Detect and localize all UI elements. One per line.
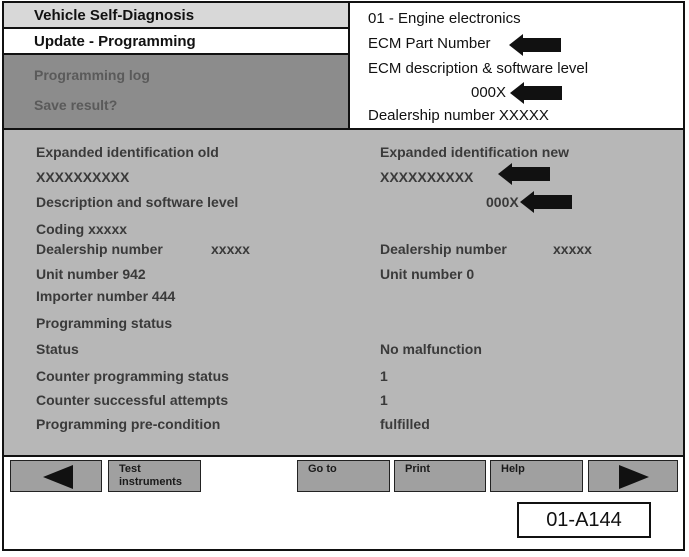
arrow-left-icon (510, 82, 562, 104)
unit-number-new: Unit number 0 (380, 266, 475, 282)
software-level-new-value: 000X (486, 194, 519, 210)
menu-column (4, 3, 350, 128)
help-label: Help (501, 463, 525, 475)
unit-number-old: Unit number 942 (36, 266, 146, 282)
arrow-left-icon (498, 163, 550, 185)
identification-old-value: XXXXXXXXXX (36, 169, 130, 185)
description-software-level-label: Description and software level (36, 194, 239, 210)
programming-precondition-value: fulfilled (380, 416, 430, 432)
expanded-identification-old-label: Expanded identification old (36, 144, 219, 160)
status-value: No malfunction (380, 341, 482, 357)
importer-number: Importer number 444 (36, 288, 176, 304)
test-instruments-label-line1: Test (119, 463, 141, 475)
test-instruments-button[interactable] (108, 460, 201, 492)
menu-item-update-programming[interactable]: Update - Programming (4, 29, 348, 55)
programming-precondition-label: Programming pre-condition (36, 416, 221, 432)
print-button[interactable] (394, 460, 486, 492)
submenu (4, 55, 348, 128)
dealership-number-new-value: xxxxx (553, 241, 592, 257)
module-info (352, 3, 683, 128)
status-label: Status (36, 341, 79, 357)
go-to-button[interactable] (297, 460, 390, 492)
programming-status-label: Programming status (36, 315, 173, 331)
counter-programming-status-value: 1 (380, 368, 388, 384)
triangle-right-icon (619, 465, 649, 489)
identification-new-value: XXXXXXXXXX (380, 169, 474, 185)
print-label: Print (405, 463, 431, 475)
figure-code: 01-A144 (517, 502, 651, 538)
counter-successful-attempts-value: 1 (380, 392, 388, 408)
counter-programming-status-label: Counter programming status (36, 368, 229, 384)
submenu-save-result[interactable]: Save result? (34, 97, 118, 113)
counter-successful-attempts-label: Counter successful attempts (36, 392, 229, 408)
dealership-number-old-label: Dealership number (36, 241, 163, 257)
triangle-left-icon (43, 465, 73, 489)
ecm-description-label: ECM description & software level (368, 60, 589, 77)
back-button[interactable] (10, 460, 102, 492)
dealership-number-new-label: Dealership number (380, 241, 507, 257)
software-level-value: 000X (471, 84, 507, 101)
expanded-identification-new-label: Expanded identification new (380, 144, 570, 160)
test-instruments-label-line2: instruments (119, 476, 182, 488)
help-button[interactable] (490, 460, 583, 492)
arrow-left-icon (509, 34, 561, 56)
menu-item-vehicle-self-diagnosis[interactable]: Vehicle Self-Diagnosis (4, 3, 348, 29)
submenu-programming-log[interactable]: Programming log (34, 67, 150, 83)
dealership-number-info: Dealership number XXXXX (368, 107, 549, 124)
arrow-left-icon (520, 191, 572, 213)
diagnostic-screen (2, 1, 685, 551)
forward-button[interactable] (588, 460, 678, 492)
module-title: 01 - Engine electronics (368, 10, 521, 27)
bottom-toolbar (4, 455, 683, 493)
header-area (4, 3, 683, 128)
go-to-label: Go to (308, 463, 337, 475)
coding-value: Coding xxxxx (36, 221, 128, 237)
ecm-part-number-label: ECM Part Number (368, 35, 491, 52)
dealership-number-old-value: xxxxx (211, 241, 250, 257)
identification-panel (4, 128, 683, 455)
